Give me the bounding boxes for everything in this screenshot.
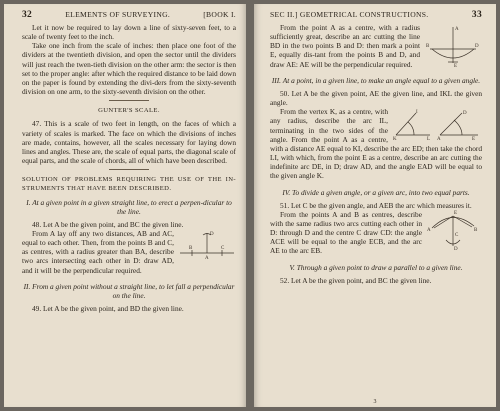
paragraph-sector-setting: Take one inch from the scale of inches: then place one foot of the dividers at the twentieth division, and open the sector until the dividers will just reach the twen-tieth division on the other arm: the sector is then set to the proper angle: after which the required distance to be laid down on the paper is found by extending the divi-ders from the sixty-seventh division on one arm, to the sixty-seventh division on the other. (22, 41, 236, 97)
side-ki (396, 113, 416, 135)
label-c: C (221, 245, 225, 251)
arc-il (408, 122, 414, 135)
problem-2-heading: II. From a given point without a straight line, to let fall a perpendicular on the line. (23, 281, 235, 300)
right-page (254, 4, 496, 407)
left-running-title: ELEMENTS OF SURVEYING. (65, 10, 171, 19)
label-d3: D (454, 246, 458, 250)
paragraph-49: 49. Let A be the given point, and BD the given line. (32, 304, 184, 314)
left-page (4, 4, 246, 407)
label-a2: A (437, 137, 441, 142)
signature-mark: 3 (373, 399, 377, 405)
right-page-number: 33 (471, 10, 482, 20)
paragraph-51-construction: From the points A and B as centres, describe with the same radius two arcs cutting each other in D: through D and the centre C draw CD: the angle ACE will be equal to the angle ECB, and the arc AE to the arc EB. (270, 209, 422, 256)
problem-3-heading: III. At a point, in a given line, to make an angle equal to a given angle. (271, 75, 481, 85)
paragraph-48-construction: From A lay off any two distances, AB and AC, equal to each other. Then, from the points B and C, as centres, with a radius greater than BA, describe two arcs intersecting each other in D: draw AD, and it will be the perpendicular required. (22, 228, 174, 275)
right-running-title: SEC II.] GEOMETRICAL CONSTRUCTIONS. (270, 10, 429, 19)
label-d2: D (463, 111, 467, 117)
paragraph-47: 47. This is a scale of two feet in length, on the faces of which a variety of scales is marked. The face on which the divisions of inches are made, contains, however, all the scales necessary for laying down lines and angles. These are, the scale of equal parts, the diagonal scale of equal parts, and the scale of chords, all of which have been described. (22, 119, 236, 166)
label-a: A (205, 255, 209, 259)
left-page-number: 32 (22, 10, 33, 20)
label-b3: B (474, 227, 478, 233)
paragraph-48: 48. Let A be the given point, and BC the given line. (32, 219, 184, 229)
paragraph-51: 51. Let C be the given angle, and AEB the arc which measures it. (280, 200, 472, 210)
label-c3: C (455, 232, 459, 238)
label-l: L (427, 137, 431, 142)
radius-ca (434, 216, 453, 228)
radius-cb (453, 216, 472, 227)
left-running-head (22, 10, 236, 20)
problem-5-heading: V. Through a given point to draw a parallel to a given line. (289, 262, 463, 272)
arc-ed (454, 120, 462, 135)
equal-angle-figure (392, 107, 482, 141)
line-ad (440, 113, 462, 135)
paragraph-50-construction: From the vertex K, as a centre, with any radius, describe the arc IL, terminating in the two sides of the angle. From the point A as a centre, with a distance AE equal to KI, describe the arc ED; then take the chord LI, with which, from the point E as a centre, describe an arc cutting the indefinite arc DE, in D; draw AD, and the angle EAD will be equal to the given angle K. (270, 107, 482, 181)
label-k: K (393, 137, 397, 142)
label-b: B (426, 44, 430, 49)
label-b: B (189, 245, 193, 251)
label-a3: A (427, 227, 431, 233)
problem-1-heading: I. At a given point in a given straight line, to erect a perpen-dicular to the line. (26, 197, 232, 216)
bisect-angle-figure (426, 210, 482, 250)
gunter-scale-heading: GUNTER'S SCALE. (98, 107, 160, 115)
paragraph-52: 52. Let A be the given point, and BC the given line. (280, 275, 432, 285)
label-e3: E (454, 210, 458, 216)
perpendicular-from-point-figure (424, 23, 482, 67)
label-a: A (455, 27, 459, 32)
section-rule (109, 100, 149, 101)
paragraph-sixty-seven-feet: Let it now be required to lay down a line of sixty-seven feet, to a scale of twenty feet to the inch. (22, 23, 236, 42)
label-i: I (416, 110, 418, 116)
section-rule-2 (109, 169, 149, 170)
right-running-head (270, 10, 482, 20)
perpendicular-figure (178, 229, 236, 259)
paragraph-50: 50. Let A be the given point, AE the given line, and IKL the given angle. (270, 88, 482, 108)
label-e: E (454, 64, 458, 67)
solution-heading: SOLUTION OF PROBLEMS REQUIRING THE USE OF THE IN-STRUMENTS THAT HAVE BEEN DESCRIBED. (22, 176, 236, 193)
label-d: D (475, 44, 479, 49)
left-book-ref: [BOOK I. (203, 10, 236, 19)
problem-4-heading: IV. To divide a given angle, or a given arc, into two equal parts. (282, 187, 470, 197)
label-d: D (210, 231, 214, 237)
paragraph-49-continued: From the point A as a centre, with a radius sufficiently great, describe an arc cutting the line BD in the two points B and D: then mark a point E, equally dis-tant from the points B and D, and draw AE: AE will be the perpendicular required. (270, 23, 420, 69)
label-e2: E (472, 137, 476, 142)
